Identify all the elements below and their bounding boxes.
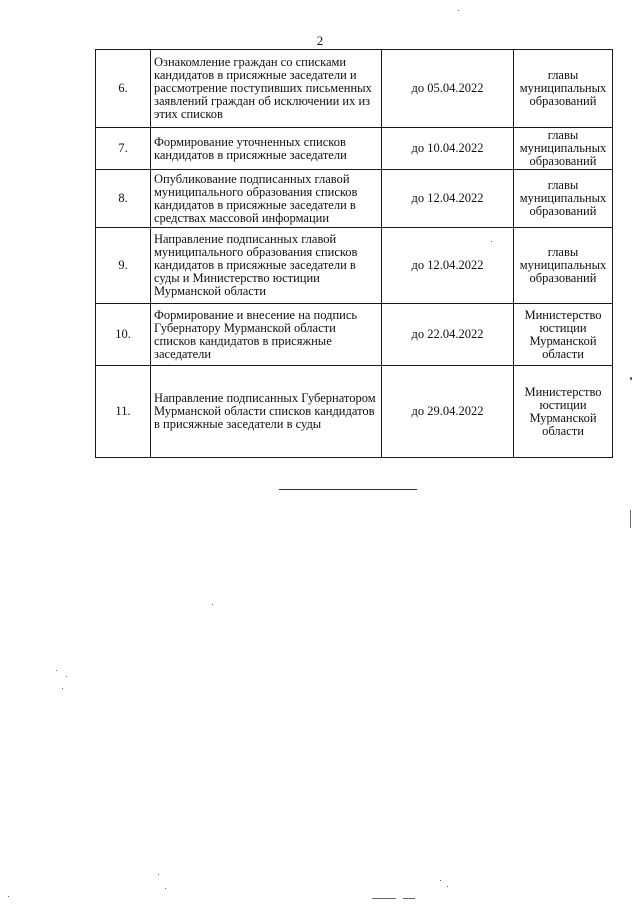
scan-speck bbox=[630, 377, 632, 380]
scan-speck bbox=[447, 886, 448, 887]
row-deadline: до 10.04.2022 bbox=[382, 128, 514, 170]
row-number: 6. bbox=[96, 50, 151, 128]
scan-speck bbox=[372, 898, 396, 899]
row-deadline: до 05.04.2022 bbox=[382, 50, 514, 128]
scan-speck bbox=[212, 604, 213, 605]
schedule-table bbox=[95, 49, 613, 458]
row-responsible: главы муниципальных образований bbox=[514, 170, 613, 228]
row-action: Ознакомление граждан со списками кандидатов в присяжные заседатели и рассмотрение поступивших письменных заявлений граждан об исключении их из этих списков bbox=[151, 50, 382, 128]
scan-speck bbox=[66, 676, 67, 677]
scan-speck bbox=[491, 241, 492, 242]
row-action: Формирование и внесение на подпись Губернатору Мурманской области списков кандидатов в присяжные заседатели bbox=[151, 304, 382, 366]
table-row bbox=[96, 50, 613, 128]
table-row bbox=[96, 128, 613, 170]
scan-speck bbox=[630, 510, 631, 528]
row-number: 8. bbox=[96, 170, 151, 228]
table-row bbox=[96, 304, 613, 366]
scan-speck bbox=[458, 10, 459, 11]
scan-speck bbox=[56, 670, 57, 671]
row-action: Направление подписанных Губернатором Мурманской области списков кандидатов в присяжные заседатели в суды bbox=[151, 366, 382, 458]
row-number: 10. bbox=[96, 304, 151, 366]
row-responsible: главы муниципальных образований bbox=[514, 128, 613, 170]
scan-speck bbox=[8, 896, 9, 897]
row-deadline: до 12.04.2022 bbox=[382, 228, 514, 304]
row-deadline: до 29.04.2022 bbox=[382, 366, 514, 458]
row-action: Формирование уточненных списков кандидатов в присяжные заседатели bbox=[151, 128, 382, 170]
table-row bbox=[96, 170, 613, 228]
scan-speck bbox=[403, 898, 415, 899]
table-row bbox=[96, 228, 613, 304]
row-number: 11. bbox=[96, 366, 151, 458]
row-deadline: до 12.04.2022 bbox=[382, 170, 514, 228]
scan-speck bbox=[158, 874, 159, 875]
closing-rule bbox=[279, 489, 417, 490]
scan-speck bbox=[440, 880, 441, 881]
row-action: Направление подписанных главой муниципального образования списков кандидатов в присяжные заседатели в суды и Министерство юстиции Мурманской области bbox=[151, 228, 382, 304]
table-row bbox=[96, 366, 613, 458]
scan-speck bbox=[62, 688, 63, 689]
row-responsible: главы муниципальных образований bbox=[514, 50, 613, 128]
row-responsible: главы муниципальных образований bbox=[514, 228, 613, 304]
page-number: 2 bbox=[316, 33, 324, 48]
row-responsible: Министерство юстиции Мурманской области bbox=[514, 366, 613, 458]
row-action: Опубликование подписанных главой муниципального образования списков кандидатов в присяжные заседатели в средствах массовой информации bbox=[151, 170, 382, 228]
row-responsible: Министерство юстиции Мурманской области bbox=[514, 304, 613, 366]
row-number: 9. bbox=[96, 228, 151, 304]
row-deadline: до 22.04.2022 bbox=[382, 304, 514, 366]
scan-speck bbox=[165, 888, 166, 889]
row-number: 7. bbox=[96, 128, 151, 170]
